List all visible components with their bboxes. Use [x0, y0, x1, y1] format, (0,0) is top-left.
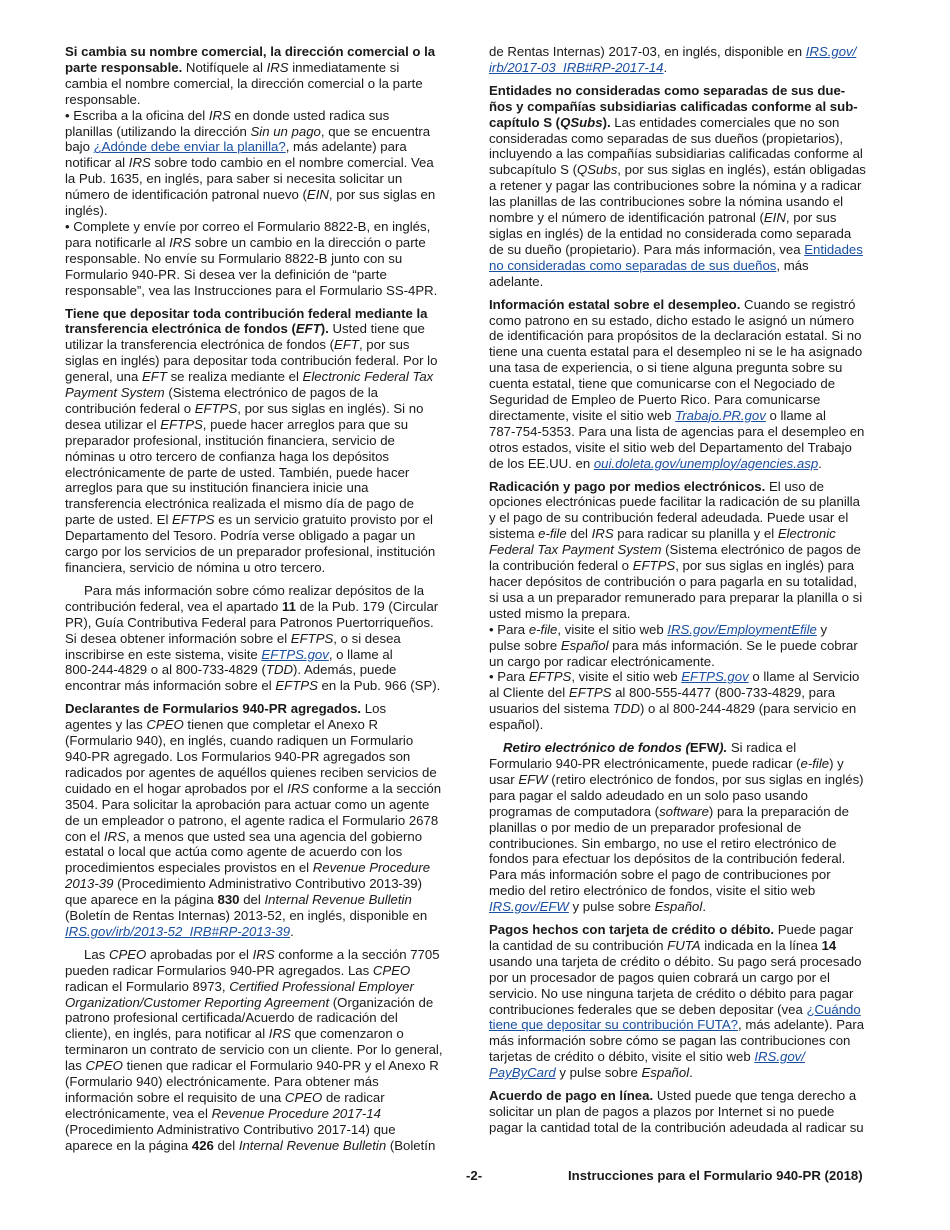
link-paybycard-cont[interactable]: PayByCard: [489, 1065, 556, 1081]
paragraph-eft-deposits: Tiene que depositar toda contribución federal mediante la transferencia electrónica de fondos (EFT). Usted tiene que utilizar la transferencia electrónica de fondos (EFT, por sus siglas en inglés) para depositar toda contribución federal. Por lo general, una EFT se realiza mediante el Electronic Federal Tax Payment System (Sistema electrónico de pagos de la contribución federal o EFTPS, por sus siglas en inglés). Si no desea utilizar el EFTPS, puede hacer arreglos para que su preparador profesional, institución financiera, servicio de nóminas u otro tercero de confianza haga los depósitos electrónicamente de parte de usted. También, puede hacer arreglos para que su institución financiera inicie una transferencia electrónica realizada el mismo día de pago de parte de usted. El EFTPS es un servicio gratuito provisto por el Departamento del Tesoro. Podría verse obligado a pagar un cargo por los servicios de un preparador profesional, institución financiera, servicio de nómina u otro tercero.: [65, 305, 438, 575]
footer-document-title: Instrucciones para el Formulario 940-PR (2018): [568, 1168, 863, 1183]
section-heading: Entidades no consideradas como separadas de sus due-: [489, 82, 846, 98]
paragraph-irb-2017-03: de Rentas Internas) 2017-03, en inglés, disponible en IRS.gov/ irb/2017-03_IRB#RP-2017-14.: [489, 44, 857, 75]
link-employment-efile[interactable]: IRS.gov/EmploymentEfile: [667, 621, 817, 637]
paragraph-business-name-change: Si cambia su nombre comercial, la dirección comercial o la parte responsable. Notifíquele al IRS inmediatamente si cambia el nombre comercial, la dirección comercial o la parte responsable. • Escriba a la oficina del IRS en donde usted radica sus planillas (utilizando la dirección Sin un pago, que se encuentra bajo ¿Adónde debe enviar la planilla?, más adelante) para notificar al IRS sobre todo cambio en el nombre comercial. Vea la Pub. 1635, en inglés, para saber si necesita solicitar un número de identificación patronal nuevo (EIN, por sus siglas en inglés). • Complete y envíe por correo el Formulario 8822-B, en inglés, para notificarle al IRS sobre un cambio en la dirección o parte responsable. No envíe su Formulario 8822-B junto con su Formulario 940-PR. Si desea ver la definición de “parte responsable”, vea las Instrucciones para el Formulario SS-4PR.: [65, 44, 461, 299]
section-heading: Retiro electrónico de fondos (: [503, 740, 690, 756]
link-disregarded-entities[interactable]: Entidades: [804, 241, 863, 257]
paragraph-aggregate-filers: Declarantes de Formularios 940-PR agregados. Los agentes y las CPEO tienen que completar el Anexo R (Formulario 940), en inglés, cuando radiquen un Formulario 940-PR agregado. Los Formularios 940-PR agregados son radicados por agentes de aquéllos quienes reciben servicios de cuidado en el hogar aprobados por el IRS conforme a la sección 3504. Para solicitar la aprobación para actuar como un agente de un empleador o patrono, el agente radica el Formulario 2678 con el IRS, a menos que usted sea una agencia del gobierno estatal o local que actúa como agente de acuerdo con los procedimientos especiales provistos en el Revenue Procedure 2013-39 (Procedimiento Administrativo Contributivo 2013-39) que aparece en la página 830 del Internal Revenue Bulletin (Boletín de Rentas Internas) 2013-52, en inglés, disponible en IRS.gov/irb/2013-52_IRB#RP-2013-39.: [65, 701, 442, 939]
link-irb-2017-03-cont[interactable]: irb/2017-03_IRB#RP-2017-14: [489, 59, 664, 75]
bullet-item: • Para e-file, visite el sitio web IRS.gov/EmploymentEfile y: [489, 621, 828, 637]
paragraph-online-payment-agreement: Acuerdo de pago en línea. Usted puede que tenga derecho a solicitar un plan de pagos a plazos por Internet si no puede pagar la cantidad total de la contribución adeudada al radicar su: [489, 1088, 864, 1135]
link-where-to-send-return[interactable]: ¿Adónde debe enviar la planilla?: [93, 139, 286, 155]
bullet-item: • Escriba a la oficina del IRS en donde usted radica sus: [65, 107, 390, 123]
section-heading: Acuerdo de pago en línea.: [489, 1088, 654, 1104]
link-eftps-gov[interactable]: EFTPS.gov: [261, 646, 329, 662]
paragraph-efw: Retiro electrónico de fondos (EFW). Si radica el Formulario 940-PR electrónicamente, puede radicar (e-file) y usar EFW (retiro electrónico de fondos, por sus siglas en inglés) para pagar el saldo adeudado en un solo paso usando programas de computadora (software) para la preparación de planillas o por medio de un preparador profesional de contribuciones. Sin embargo, no use el retiro electrónico de fondos para efectuar los depósitos de la contribución federal. Para más información sobre el pago de contribuciones por medio del retiro electrónico de fondos, visite el sitio web IRS.gov/EFW y pulse sobre Español.: [489, 740, 864, 915]
bullet-item: • Complete y envíe por correo el Formulario 8822-B, en inglés,: [65, 218, 431, 234]
bullet-item: • Para EFTPS, visite el sitio web EFTPS.gov o llame al Servicio: [489, 669, 860, 685]
paragraph-card-payments: Pagos hechos con tarjeta de crédito o débito. Puede pagar la cantidad de su contribución FUTA indicada en la línea 14 usando una tarjeta de crédito o débito. Su pago será procesado por un procesador de pagos quien cobrará un cargo por el servicio. No use ninguna tarjeta de crédito o débito para pagar contribuciones federales que se deben depositar (vea ¿Cuándo tiene que depositar su contribución FUTA?, más adelante). Para más información sobre cómo se pagan las contribuciones con tarjetas de crédito o débito, visite el sitio web IRS.gov/ PayByCard y pulse sobre Español.: [489, 922, 865, 1081]
section-heading: Pagos hechos con tarjeta de crédito o débito.: [489, 922, 775, 938]
section-heading: parte responsable.: [65, 59, 183, 75]
link-irs-efw[interactable]: IRS.gov/EFW: [489, 899, 569, 915]
link-irb-2013-52[interactable]: IRS.gov/irb/2013-52_IRB#RP-2013-39: [65, 923, 291, 939]
link-eftps-gov-2[interactable]: EFTPS.gov: [681, 669, 749, 685]
link-disregarded-entities-cont[interactable]: no consideradas como separadas de sus dueños: [489, 257, 777, 273]
paragraph-electronic-filing: Radicación y pago por medios electrónicos. El uso de opciones electrónicas puede facilitar la radicación de su planilla y el pago de su contribución federal adeudada. Puede usar el sistema e-file del IRS para radicar su planilla y el Electronic Federal Tax Payment System (Sistema electrónico de pagos de la contribución federal o EFTPS, por sus siglas en inglés) para hacer depósitos de contribución o para pagarla en su totalidad, si usa a un preparador remunerado para preparar la planilla o si usted mismo la prepara. • Para e-file, visite el sitio web IRS.gov/EmploymentEfile y pulse sobre Español para más información. Se le puede cobrar un cargo por radicar electrónicamente. • Para EFTPS, visite el sitio web EFTPS.gov o llame al Servicio al Cliente del EFTPS al 800-555-4477 (800-733-4829, para usuarios del sistema TDD) o al 800-244-4829 (para servicio en español).: [489, 479, 885, 734]
paragraph-eftps-info: Para más información sobre cómo realizar depósitos de la contribución federal, vea el apartado 11 de la Pub. 179 (Circular PR), Guía Contributiva Federal para Patronos Puertorriqueños. Si desea obtener información sobre el EFTPS, o si desea inscribirse en este sistema, visite EFTPS.gov, o llame al 800-244-4829 o al 800-733-4829 (TDD). Además, puede encontrar más información sobre el EFTPS en la Pub. 966 (SP).: [65, 582, 441, 694]
link-trabajo-pr-gov[interactable]: Trabajo.PR.gov: [675, 407, 766, 423]
paragraph-disregarded-entities: Entidades no consideradas como separadas de sus due- ños y compañías subsidiarias calificadas conforme al sub- capítulo S (QSubs). Las entidades comerciales que no son consideradas como separadas de sus dueños (propietarios), incluyendo a las compañías subsidiarias calificadas conforme al subcapítulo S (QSubs, por sus siglas en inglés), están obligadas a retener y pagar las contribuciones sobre la nómina y a radicar las planillas de las contribuciones sobre la nómina usando el nombre y el número de identificación patronal (EIN, por sus siglas en inglés) de la entidad no considerada como separada de su dueño (propietario). Para más información, vea Entidades no consideradas como separadas de sus dueños, más adelante.: [489, 82, 866, 289]
left-column: [65, 44, 461, 1161]
link-when-deposit-futa[interactable]: ¿Cuándo: [806, 1001, 861, 1017]
section-heading: Radicación y pago por medios electrónicos.: [489, 478, 766, 494]
link-doleta-agencies[interactable]: oui.doleta.gov/unemploy/agencies.asp: [593, 455, 819, 471]
page-number: -2-: [466, 1168, 483, 1183]
section-heading: Información estatal sobre el desempleo.: [489, 296, 741, 312]
section-heading: Tiene que depositar toda contribución federal mediante la: [65, 305, 428, 321]
link-paybycard[interactable]: IRS.gov/: [754, 1049, 805, 1065]
paragraph-state-unemployment: Información estatal sobre el desempleo. Cuando se registró como patrono en su estado, dicho estado le asignó un número de identificación para propósitos de la declaración estatal. Si no tiene una cuenta estatal para el desempleo ni se le ha asignado una tasa de experiencia, o si tiene alguna pregunta sobre su cuenta estatal, tiene que comunicarse con el Negociado de Seguridad de Empleo de Puerto Rico. Para comunicarse directamente, visite el sitio web Trabajo.PR.gov o llame al 787-754-5353. Para una lista de agencias para el desempleo en otros estados, visite el sitio web del Departamento del Trabajo de los EE.UU. en oui.doleta.gov/unemploy/agencies.asp.: [489, 296, 865, 471]
link-when-deposit-futa-cont[interactable]: tiene que depositar su contribución FUTA?: [489, 1017, 738, 1033]
link-irb-2017-03[interactable]: IRS.gov/: [805, 44, 857, 59]
paragraph-cpeo: Las CPEO aprobadas por el IRS conforme a la sección 7705 pueden radicar Formularios 940-PR agregados. Las CPEO radican el Formulario 8973, Certified Professional Employer Organization/Customer Reporting Agreement (Organización de patrono profesional certificada/Acuerdo de radicación del cliente), en inglés, para notificar al IRS que comenzaron o terminaron un contrato de servicio con un cliente. Por lo general, las CPEO tienen que radicar el Formulario 940-PR y el Anexo R (Formulario 940) electrónicamente. Para obtener más información sobre el requisito de una CPEO de radicar electrónicamente, vea el Revenue Procedure 2017-14 (Procedimiento Administrativo Contributivo 2017-14) que aparece en la página 426 del Internal Revenue Bulletin (Boletín: [65, 946, 443, 1153]
section-heading: Si cambia su nombre comercial, la dirección comercial o la: [65, 44, 436, 59]
right-column: [489, 44, 885, 1143]
section-heading: Declarantes de Formularios 940-PR agregados.: [65, 701, 362, 717]
